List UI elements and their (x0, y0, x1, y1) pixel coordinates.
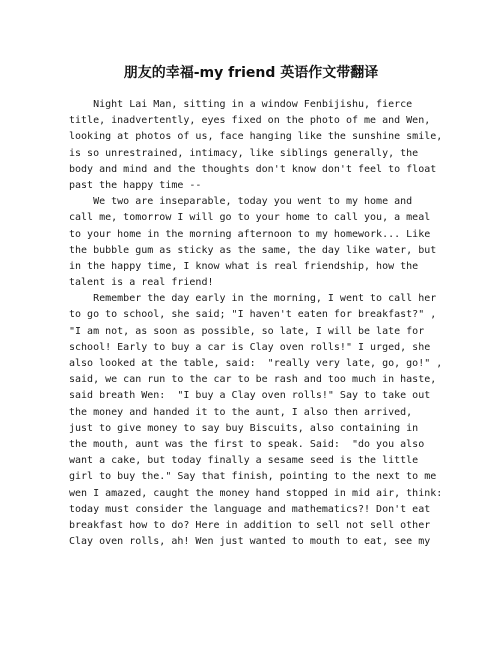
text-line: call me, tomorrow I will go to your home to call you, a meal (69, 212, 431, 224)
text-line: in the happy time, I know what is real friendship, how the (69, 260, 419, 272)
text-line: Clay oven rolls, ah! Wen just wanted to mouth to eat, see my (69, 536, 431, 548)
text-line: just to give money to say buy Biscuits, also containing in (69, 422, 419, 434)
text-line: title, inadvertently, eyes fixed on the photo of me and Wen, (69, 115, 431, 127)
text-line: wen I amazed, caught the money hand stopped in mid air, think: (69, 487, 443, 499)
text-line: looking at photos of us, face hanging like the sunshine smile, (69, 131, 443, 143)
document-title: 朋友的幸福-my friend 英语作文带翻译 (123, 65, 379, 81)
text-line: girl to buy the." Say that finish, pointing to the next to me (69, 471, 437, 483)
paragraph-3 (69, 291, 443, 550)
document-body (69, 97, 443, 550)
text-line: Remember the day early in the morning, I went to call her (69, 293, 437, 305)
text-line: to go to school, she said; "I haven't eaten for breakfast?" , (69, 309, 437, 321)
text-line: talent is a real friend! (69, 277, 214, 289)
text-line: the money and handed it to the aunt, I also then arrived, (69, 406, 413, 418)
text-line: school! Early to buy a car is Clay oven rolls!" I urged, she (69, 341, 431, 353)
text-line: is so unrestrained, intimacy, like siblings generally, the (69, 147, 419, 159)
text-line: body and mind and the thoughts don't know don't feel to float (69, 163, 437, 175)
text-line: past the happy time -- (69, 179, 202, 191)
text-line: said, we can run to the car to be rash and too much in haste, (69, 374, 437, 386)
text-line: today must consider the language and mathematics?! Don't eat (69, 503, 431, 515)
text-line: Night Lai Man, sitting in a window Fenbijishu, fierce (69, 99, 413, 110)
paragraph-1 (69, 97, 443, 194)
text-line: want a cake, but today finally a sesame seed is the little (69, 455, 419, 467)
text-line: also looked at the table, said: "really very late, go, go!" , (69, 358, 443, 369)
text-line: the bubble gum as sticky as the same, the day like water, but (69, 244, 437, 256)
text-line: We two are inseparable, today you went to my home and (69, 196, 413, 208)
text-line: the mouth, aunt was the first to speak. Said: "do you also (69, 438, 425, 450)
text-line: "I am not, as soon as possible, so late, I will be late for (69, 325, 425, 337)
paragraph-2 (69, 194, 439, 291)
text-line: to your home in the morning afternoon to my homework... Like (69, 228, 431, 240)
text-line: breakfast how to do? Here in addition to sell not sell other (69, 519, 431, 531)
text-line: said breath Wen: "I buy a Clay oven rolls!" Say to take out (69, 390, 431, 402)
